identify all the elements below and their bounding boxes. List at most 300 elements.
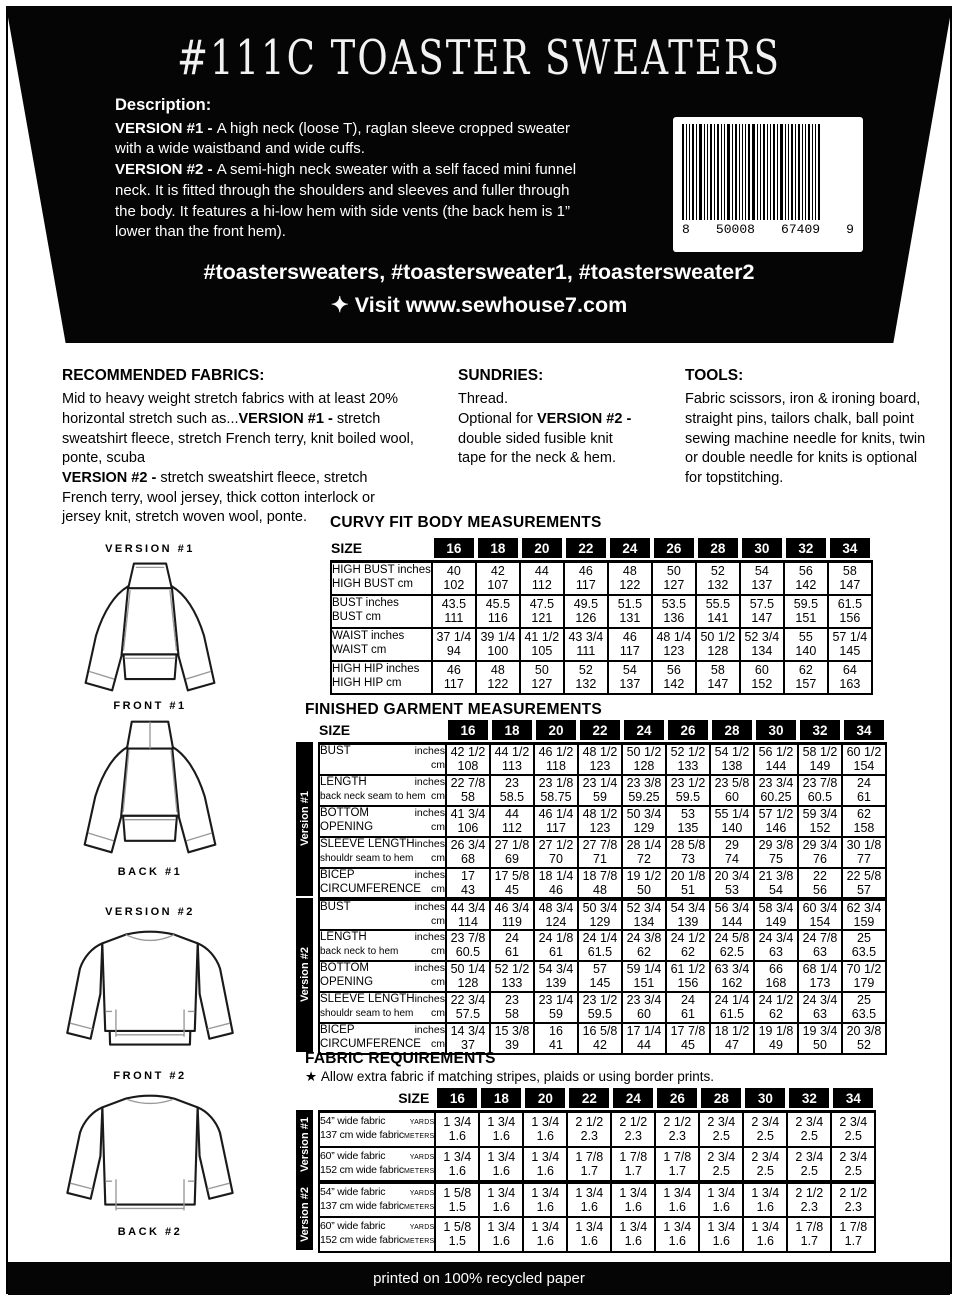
- row-label-line: [320, 821, 445, 835]
- table-cell: [798, 868, 842, 899]
- row-label-line: [320, 915, 445, 929]
- cell-value-bottom: 140: [795, 644, 817, 658]
- table-cell: [798, 930, 842, 961]
- table-cell: [710, 1023, 754, 1054]
- cell-value-bottom: 108: [457, 759, 479, 774]
- cell-value-top: 1 7/8: [839, 1220, 868, 1234]
- cell-value-top: 29 3/8: [758, 838, 794, 852]
- barcode-bar: [757, 124, 758, 220]
- table-cell: [787, 1182, 831, 1217]
- cell-value-top: 61 1/2: [670, 962, 706, 976]
- cell-value-top: 63 3/4: [714, 962, 750, 976]
- table-cell: [564, 562, 608, 595]
- row-label: [319, 899, 446, 930]
- cell-value-top: 2 3/4: [707, 1149, 736, 1164]
- cell-value-top: 46 1/2: [538, 745, 574, 760]
- table-cell: [490, 961, 534, 992]
- row-label-text: 60” wide fabric: [320, 1220, 386, 1232]
- cell-value-top: 56: [798, 564, 813, 579]
- cell-value-bottom: 1.6: [536, 1129, 555, 1144]
- cell-value-bottom: 1.6: [492, 1129, 511, 1144]
- size-header-cell: [710, 718, 754, 744]
- cell-value-bottom: 76: [813, 852, 827, 866]
- table-cell: [696, 661, 740, 694]
- row-label-text: shouldr seam to hem: [320, 1008, 414, 1019]
- table-cell: [666, 868, 710, 899]
- cell-value-top: 55 1/4: [714, 807, 750, 821]
- barcode-bar: [752, 124, 755, 220]
- version1-text: A high neck (loose T), raglan sleeve cropped sweater with a wide waistband and wide cuffs.: [115, 119, 570, 158]
- cell-value-bottom: 1.6: [536, 1163, 555, 1178]
- page-title: #111C TOASTER SWEATERS: [176, 30, 782, 86]
- cell-value-bottom: 1.6: [712, 1199, 731, 1214]
- cell-value-top: 44 1/2: [494, 745, 530, 760]
- version2-label: VERSION #2 -: [115, 161, 217, 179]
- cell-value-top: 1 3/4: [487, 1185, 516, 1200]
- row-label-text: BOTTOM: [320, 962, 369, 974]
- table-cell: [608, 661, 652, 694]
- row-label-text: OPENING: [320, 821, 374, 833]
- table-cell: [754, 992, 798, 1023]
- cell-value-top: 1 3/4: [619, 1220, 648, 1234]
- unit-label: cm: [430, 821, 445, 833]
- cell-value-top: 1 3/4: [531, 1185, 560, 1200]
- table-row: [319, 961, 886, 992]
- row-label-line: [320, 976, 445, 990]
- cell-value-bottom: 144: [721, 914, 743, 929]
- unit-label: METERS: [403, 1203, 435, 1211]
- table-cell: [446, 806, 490, 837]
- unit-label: cm: [430, 976, 445, 988]
- barcode-bar: [795, 124, 796, 220]
- recommended-fabrics-heading: RECOMMENDED FABRICS:: [62, 367, 265, 384]
- cell-value-bottom: 50: [813, 1038, 827, 1052]
- size-column-header: SIZE: [319, 1086, 435, 1112]
- barcode-bar: [699, 124, 702, 220]
- row-label: [319, 837, 446, 868]
- visit-text: Visit www.sewhouse7.com: [348, 293, 628, 317]
- table-cell: [435, 1217, 479, 1252]
- size-badge: 28: [701, 1088, 741, 1108]
- cell-value-top: 53: [681, 807, 695, 821]
- size-header-cell: [564, 536, 608, 562]
- table-cell: [567, 1217, 611, 1252]
- table-cell: [490, 1023, 534, 1054]
- cell-value-top: 66: [769, 962, 783, 976]
- cell-value-top: 1 3/4: [575, 1185, 604, 1200]
- unit-label: inches: [414, 807, 445, 819]
- size-header-cell: [578, 718, 622, 744]
- cell-value-top: 18 1/2: [714, 1024, 750, 1038]
- table-cell: [578, 744, 622, 775]
- cell-value-top: 70 1/2: [846, 962, 882, 976]
- size-header-cell: [622, 718, 666, 744]
- table-cell: [534, 744, 578, 775]
- cell-value-bottom: 121: [531, 611, 553, 625]
- size-badge: 34: [844, 720, 884, 740]
- row-label-text: 60” wide fabric: [320, 1149, 386, 1162]
- size-badge: 16: [434, 538, 474, 558]
- table-cell: [754, 806, 798, 837]
- unit-label: cm: [430, 945, 445, 957]
- cell-value-bottom: 111: [576, 644, 596, 658]
- size-header-cell: [784, 536, 828, 562]
- table-cell: [622, 837, 666, 868]
- size-header-cell: [567, 1086, 611, 1112]
- barcode-bar: [802, 124, 803, 220]
- cell-value-top: 17 5/8: [494, 868, 530, 883]
- table-cell: [652, 628, 696, 661]
- row-label-line: [320, 945, 445, 959]
- row-label-line: [320, 883, 445, 897]
- cell-value-bottom: 1.6: [580, 1199, 599, 1214]
- sundries-prefix: Optional for: [458, 410, 537, 427]
- unit-label: METERS: [403, 1167, 435, 1175]
- row-label: [319, 806, 446, 837]
- row-label-line: [320, 790, 445, 804]
- cell-value-top: 1 5/8: [443, 1220, 472, 1234]
- cell-value-top: 1 3/4: [487, 1149, 516, 1164]
- measurement-table: [318, 1086, 876, 1253]
- table-cell: [611, 1147, 655, 1182]
- table-cell: [842, 961, 886, 992]
- cell-value-bottom: 145: [839, 644, 861, 658]
- size-header-cell: [699, 1086, 743, 1112]
- cell-value-bottom: 1.6: [756, 1234, 775, 1248]
- size-header-cell: [740, 536, 784, 562]
- size-badge: 24: [610, 538, 650, 558]
- table-cell: [842, 775, 886, 806]
- cell-value-top: 46: [446, 663, 461, 677]
- sundries-bold: VERSION #2 -: [537, 410, 632, 427]
- cell-value-bottom: 136: [663, 611, 685, 625]
- table-cell: [787, 1217, 831, 1252]
- cell-value-top: 23: [505, 776, 519, 790]
- front1-label: FRONT #1: [113, 700, 187, 712]
- cell-value-bottom: 149: [765, 914, 787, 929]
- table-cell: [490, 775, 534, 806]
- row-label-text: SLEEVE LENGTH: [320, 838, 415, 850]
- recommended-fabrics-text: [62, 390, 414, 469]
- cell-value-top: 24 1/8: [538, 931, 574, 945]
- table-row: [319, 868, 886, 899]
- cell-value-top: 48 1/4: [656, 630, 692, 644]
- table-cell: [831, 1112, 875, 1147]
- cell-value-bottom: 1.6: [624, 1234, 643, 1248]
- cell-value-bottom: 72: [637, 852, 651, 866]
- cell-value-top: 50 1/2: [700, 630, 736, 644]
- table-cell: [655, 1112, 699, 1147]
- cell-value-top: 55: [798, 630, 813, 644]
- table-cell: [696, 628, 740, 661]
- size-header-row: [319, 718, 886, 744]
- cell-value-top: 60 1/2: [846, 745, 882, 760]
- cell-value-bottom: 1.6: [580, 1234, 599, 1248]
- table-cell: [666, 930, 710, 961]
- cell-value-top: 54 3/4: [538, 962, 574, 976]
- cell-value-bottom: 2.3: [800, 1199, 819, 1214]
- cell-value-bottom: 159: [853, 914, 875, 929]
- table-cell: [831, 1182, 875, 1217]
- size-badge: 24: [613, 1088, 653, 1108]
- cell-value-top: 23 1/8: [538, 776, 574, 790]
- cell-value-top: 55.5: [705, 597, 731, 611]
- row-label-line: [320, 807, 445, 821]
- size-header-row: [331, 536, 872, 562]
- unit-label: inches: [414, 900, 445, 913]
- table-cell: [564, 628, 608, 661]
- table-cell: [534, 837, 578, 868]
- table-cell: [446, 961, 490, 992]
- table-cell: [534, 930, 578, 961]
- row-label-line: [320, 901, 445, 915]
- table-cell: [798, 992, 842, 1023]
- cell-value-top: 1 3/4: [575, 1220, 604, 1234]
- unit-label: cm: [430, 759, 445, 772]
- row-label-line: [320, 852, 445, 866]
- measurement-table: [330, 536, 873, 695]
- barcode-bar: [686, 124, 687, 220]
- cell-value-top: 56 1/2: [758, 745, 794, 760]
- cell-value-bottom: 61.5: [587, 945, 613, 959]
- unit-label: inches: [414, 838, 445, 850]
- cell-value-bottom: 57.5: [455, 1007, 481, 1021]
- table-cell: [520, 628, 564, 661]
- cell-value-top: 52: [710, 564, 725, 579]
- table-cell: [710, 775, 754, 806]
- table-cell: [446, 1023, 490, 1054]
- table-head: [331, 536, 872, 562]
- cell-value-top: 59 1/4: [626, 962, 662, 976]
- cell-value-bottom: 134: [751, 644, 773, 658]
- cell-value-top: 56 3/4: [714, 900, 750, 915]
- row-label-text: LENGTH: [320, 776, 367, 788]
- cell-value-top: 54: [754, 564, 769, 579]
- cell-value-bottom: 123: [589, 821, 611, 835]
- cell-value-top: 57 1/2: [758, 807, 794, 821]
- version2-strip: [296, 898, 313, 1052]
- table-cell: [435, 1112, 479, 1147]
- row-label-text: SLEEVE LENGTH: [320, 993, 415, 1005]
- barcode-bar: [777, 124, 778, 220]
- table-cell: [740, 661, 784, 694]
- cell-value-bottom: 41: [549, 1038, 563, 1052]
- table-cell: [490, 930, 534, 961]
- cell-value-bottom: 134: [633, 914, 655, 929]
- cell-value-top: 2 3/4: [795, 1149, 824, 1164]
- table-cell: [842, 806, 886, 837]
- cell-value-top: 1 5/8: [443, 1185, 472, 1200]
- cell-value-bottom: 56: [813, 882, 827, 897]
- size-header-cell: [652, 536, 696, 562]
- cell-value-bottom: 1.7: [800, 1234, 819, 1248]
- cell-value-bottom: 117: [575, 578, 596, 593]
- table-cell: [622, 806, 666, 837]
- cell-value-top: 52 1/2: [494, 962, 530, 976]
- size-header-cell: [432, 536, 476, 562]
- cell-value-top: 59 3/4: [802, 807, 838, 821]
- cell-value-top: 58: [842, 564, 857, 579]
- row-label-text: WAIST cm: [332, 644, 387, 656]
- cell-value-bottom: 60.25: [760, 790, 792, 804]
- cell-value-bottom: 168: [765, 976, 787, 990]
- cell-value-bottom: 1.6: [624, 1199, 643, 1214]
- size-header-cell: [534, 718, 578, 744]
- version2-title: VERSION #2: [105, 906, 195, 918]
- size-badge: 32: [800, 720, 840, 740]
- row-label-line: [320, 1129, 434, 1143]
- size-header-cell: [842, 718, 886, 744]
- size-column-header: SIZE: [319, 718, 446, 744]
- footer-text: printed on 100% recycled paper: [373, 1270, 585, 1287]
- size-badge: 22: [569, 1088, 609, 1108]
- cell-value-bottom: 49: [769, 1038, 783, 1052]
- description-text: [115, 160, 583, 243]
- barcode-bar: [770, 124, 771, 220]
- table-cell: [699, 1112, 743, 1147]
- table-cell: [743, 1182, 787, 1217]
- barcode-bar: [742, 124, 743, 220]
- row-label-line: [332, 677, 431, 691]
- row-label: [319, 744, 446, 775]
- table-cell: [828, 628, 872, 661]
- table-row: [319, 899, 886, 930]
- finished-table-title: FINISHED GARMENT MEASUREMENTS: [305, 701, 602, 718]
- barcode-bar: [788, 124, 789, 220]
- barcode-bar: [696, 124, 697, 220]
- table-cell: [523, 1217, 567, 1252]
- description-text: [115, 119, 583, 160]
- cell-value-top: 48 1/2: [582, 745, 618, 760]
- cell-value-bottom: 158: [853, 821, 875, 835]
- size-header-cell: [520, 536, 564, 562]
- table-row: [319, 1023, 886, 1054]
- cell-value-bottom: 106: [457, 821, 479, 835]
- cell-value-top: 1 3/4: [619, 1185, 648, 1200]
- cell-value-bottom: 58.75: [540, 790, 572, 804]
- cell-value-top: 53.5: [661, 597, 687, 611]
- table-cell: [842, 992, 886, 1023]
- cell-value-bottom: 61: [857, 790, 871, 804]
- cell-value-top: 22 5/8: [846, 868, 882, 883]
- table-cell: [432, 562, 476, 595]
- star-icon: ✦: [330, 293, 349, 317]
- cell-value-bottom: 135: [677, 821, 699, 835]
- cell-value-top: 25: [857, 993, 871, 1007]
- row-label-text: 54” wide fabric: [320, 1185, 386, 1198]
- unit-label: inches: [414, 1024, 445, 1036]
- table-cell: [446, 992, 490, 1023]
- barcode-bar: [748, 124, 750, 220]
- cell-value-bottom: 59: [593, 790, 607, 804]
- cell-value-top: 43.5: [441, 597, 467, 611]
- table-row: [331, 628, 872, 661]
- cell-value-top: 45.5: [485, 597, 511, 611]
- cell-value-top: 1 3/4: [751, 1220, 780, 1234]
- table-cell: [534, 868, 578, 899]
- cell-value-bottom: 1.6: [668, 1199, 687, 1214]
- cell-value-top: 20 3/8: [846, 1024, 882, 1038]
- measurement-table: [318, 718, 887, 1055]
- size-header-cell: [743, 1086, 787, 1112]
- fabric-version2-strip: [296, 1180, 313, 1250]
- version2-text: A semi-high neck sweater with a self faced mini funnel neck. It is fitted through the shoulders and sleeves and fuller through the body. It features a hi-low hem with side vents (the back hem is 1” lower than the front hem).: [115, 161, 577, 241]
- cell-value-top: 50 3/4: [626, 807, 662, 821]
- table-cell: [740, 595, 784, 628]
- cell-value-bottom: 1.6: [448, 1163, 467, 1178]
- barcode-bar: [808, 124, 810, 220]
- cell-value-top: 27 1/2: [538, 838, 574, 852]
- cell-value-top: 23 3/8: [626, 776, 662, 790]
- cell-value-bottom: 1.7: [580, 1163, 599, 1178]
- table-cell: [608, 628, 652, 661]
- cell-value-bottom: 43: [461, 882, 475, 897]
- cell-value-top: 46: [578, 564, 593, 579]
- cell-value-bottom: 156: [677, 976, 699, 990]
- cell-value-top: 30 1/8: [846, 838, 882, 852]
- cell-value-bottom: 58: [505, 1007, 519, 1021]
- table-cell: [534, 899, 578, 930]
- table-cell: [520, 595, 564, 628]
- table-cell: [655, 1147, 699, 1182]
- cell-value-top: 19 1/2: [626, 868, 662, 883]
- cell-value-bottom: 73: [681, 852, 695, 866]
- table-cell: [490, 837, 534, 868]
- cell-value-top: 22 3/4: [450, 993, 486, 1007]
- cell-value-bottom: 48: [593, 882, 607, 897]
- cell-value-bottom: 132: [575, 677, 597, 691]
- cell-value-bottom: 127: [531, 677, 553, 691]
- size-header-cell: [476, 536, 520, 562]
- cell-value-top: 23 1/4: [538, 993, 574, 1007]
- cell-value-top: 23 5/8: [714, 776, 750, 790]
- cell-value-bottom: 1.6: [756, 1199, 775, 1214]
- fabric-version1-strip-label: Version #1: [298, 1117, 311, 1173]
- table-cell: [842, 837, 886, 868]
- table-cell: [710, 992, 754, 1023]
- cell-value-top: 2 3/4: [839, 1115, 868, 1130]
- cell-value-top: 56: [666, 663, 681, 677]
- table-cell: [622, 744, 666, 775]
- size-header-cell: [655, 1086, 699, 1112]
- table-cell: [798, 1023, 842, 1054]
- cell-value-bottom: 122: [487, 677, 509, 691]
- table-cell: [798, 775, 842, 806]
- size-badge: 34: [833, 1088, 873, 1108]
- row-label: [319, 1023, 446, 1054]
- table-cell: [446, 775, 490, 806]
- row-label: [331, 661, 432, 694]
- cell-value-top: 58 3/4: [758, 900, 794, 915]
- table-cell: [699, 1182, 743, 1217]
- cell-value-bottom: 2.5: [800, 1129, 819, 1144]
- size-header-cell: [608, 536, 652, 562]
- cell-value-top: 23 3/4: [626, 993, 662, 1007]
- table-cell: [784, 661, 828, 694]
- barcode-bar: [780, 124, 783, 220]
- cell-value-top: 47.5: [529, 597, 555, 611]
- cell-value-top: 41 1/2: [524, 630, 560, 644]
- table-cell: [567, 1182, 611, 1217]
- size-header-cell: [787, 1086, 831, 1112]
- row-label-text: 137 cm wide fabric: [320, 1199, 404, 1212]
- cell-value-bottom: 142: [795, 578, 817, 593]
- unit-label: inches: [414, 868, 445, 881]
- table-cell: [479, 1112, 523, 1147]
- cell-value-bottom: 2.5: [844, 1129, 863, 1144]
- table-cell: [523, 1112, 567, 1147]
- barcode-bar: [717, 124, 719, 220]
